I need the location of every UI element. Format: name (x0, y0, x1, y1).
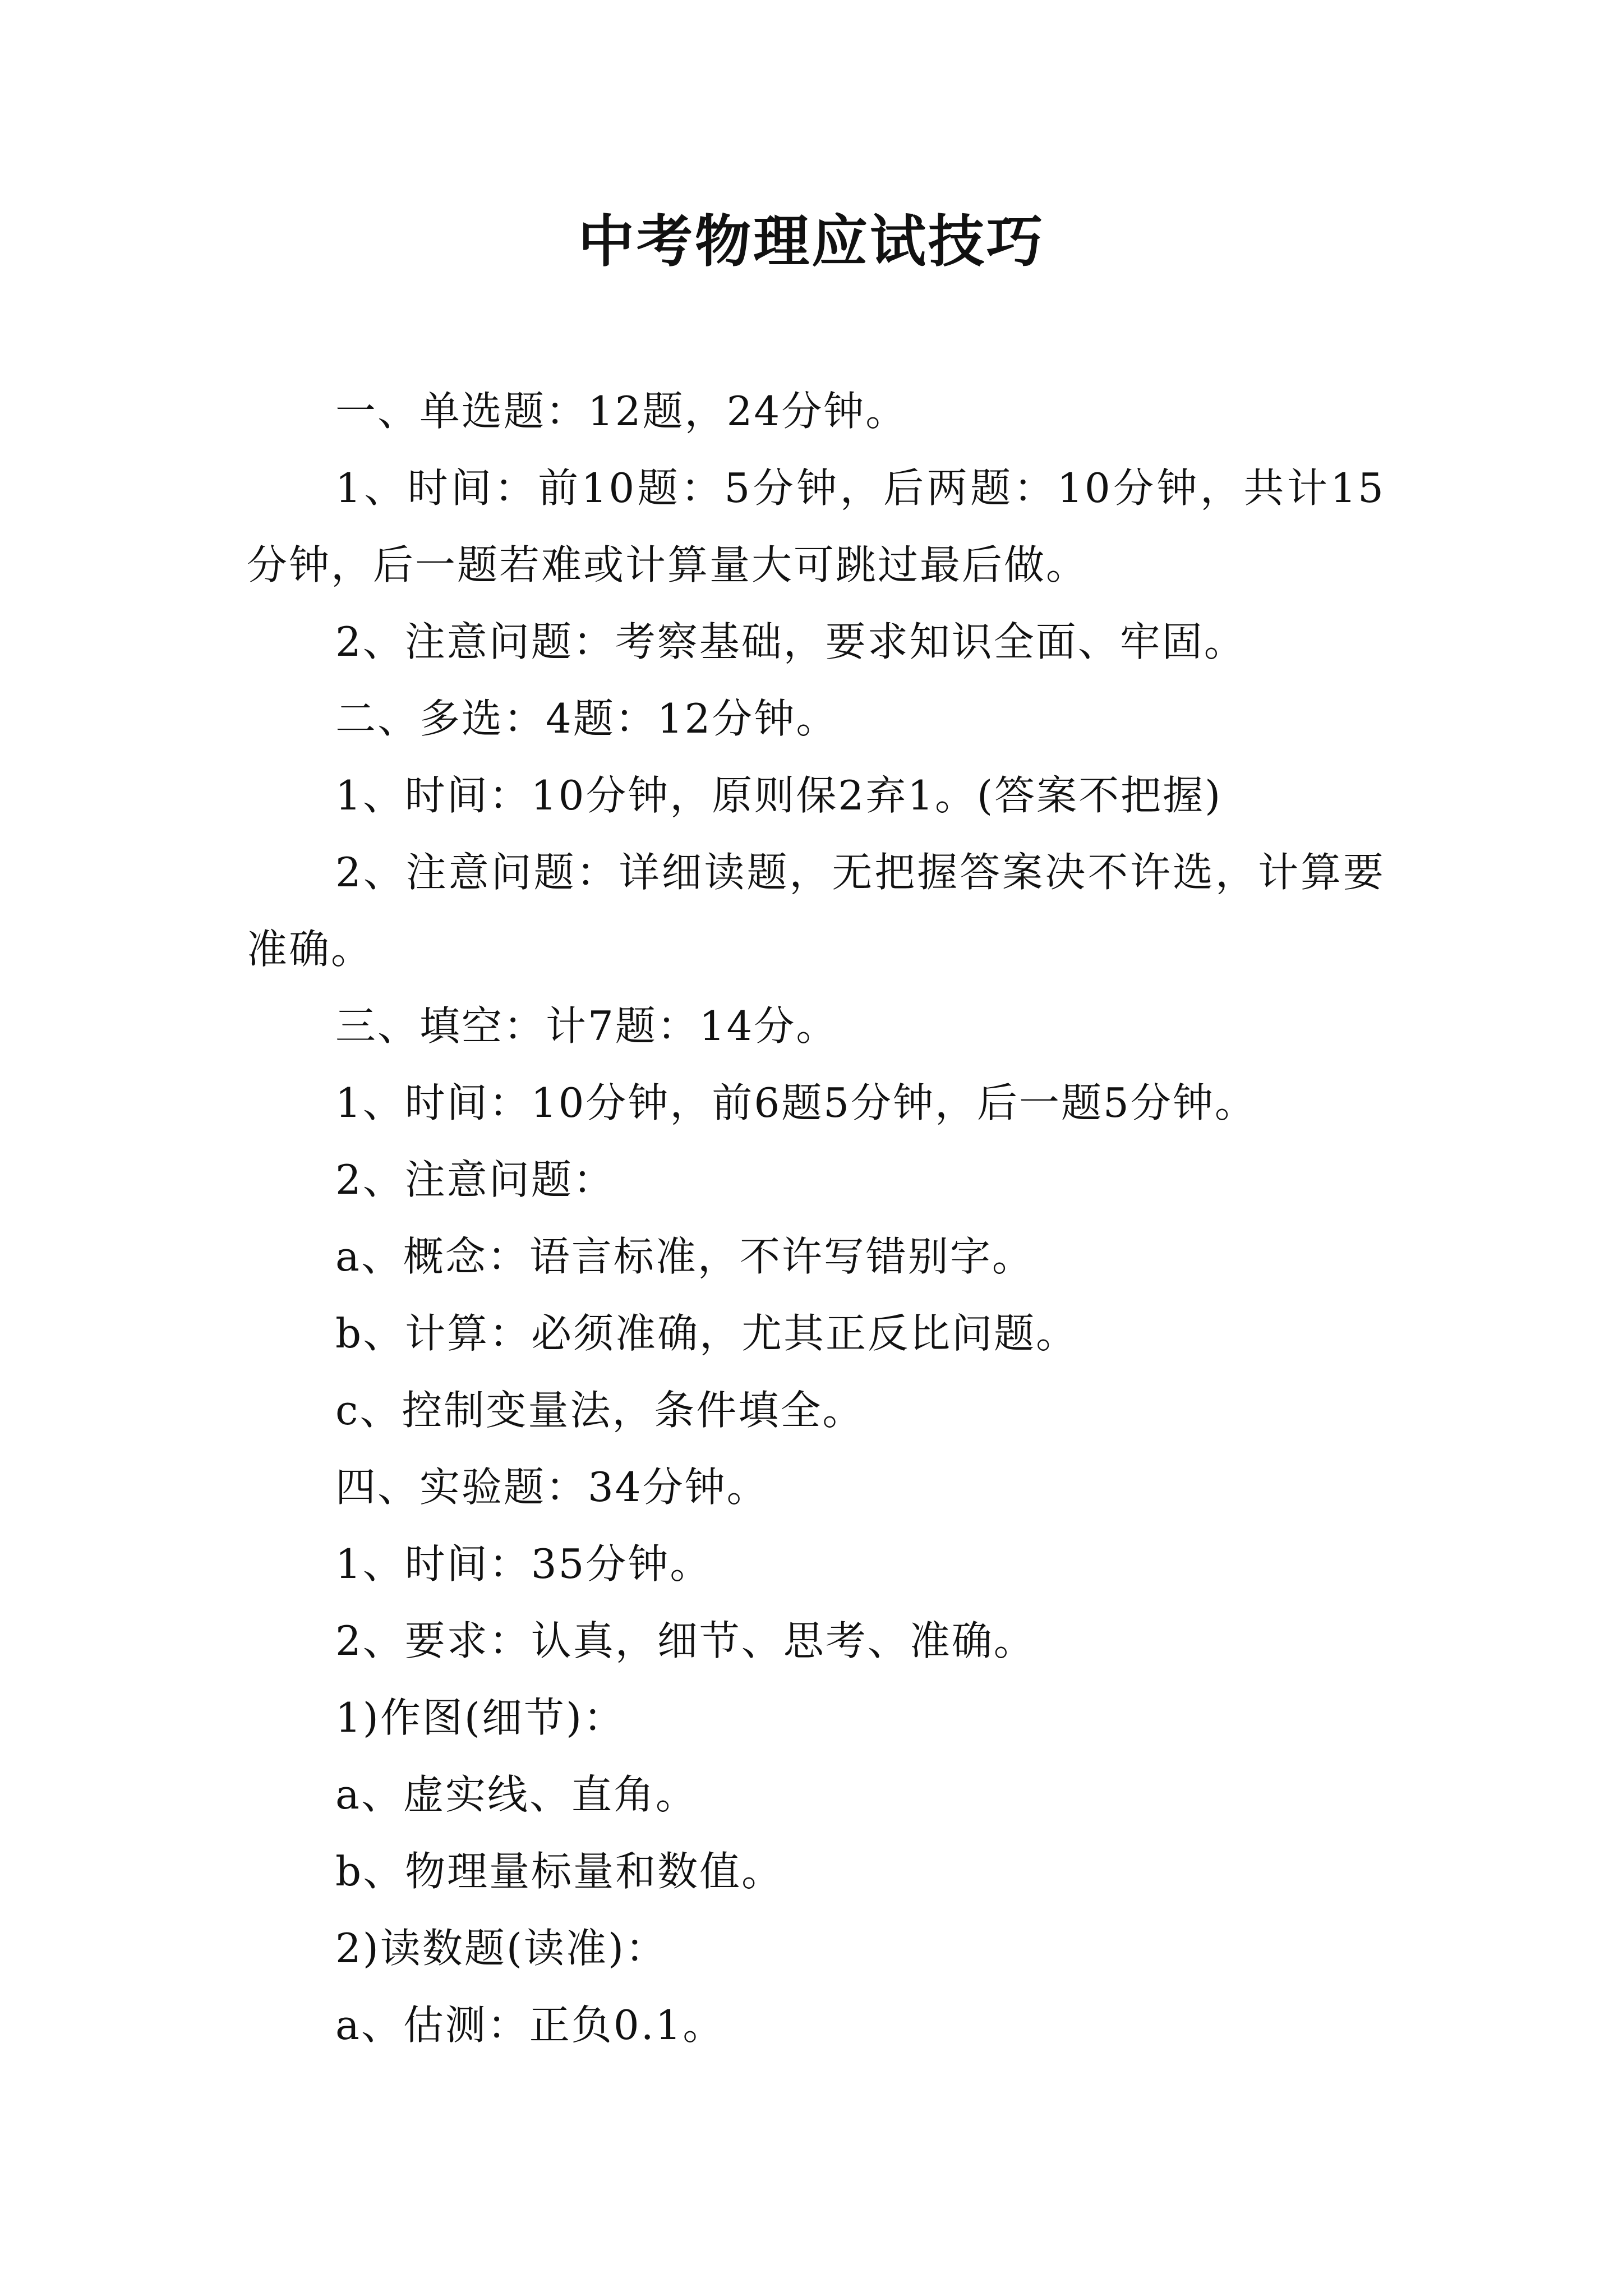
document-title: 中考物理应试技巧 (578, 208, 1045, 274)
paragraph: 1、时间：前10题：5分钟，后两题：10分钟，共计15分钟，后一题若难或计算量大可跳过最后做。 (247, 464, 1385, 588)
paragraph: 三、填空：计7题：14分。 (335, 1002, 838, 1050)
paragraph: b、物理量标量和数值。 (335, 1848, 784, 1895)
paragraph: 1)作图(细节)： (335, 1694, 626, 1741)
paragraph: 四、实验题：34分钟。 (335, 1464, 769, 1511)
paragraph: a、估测：正负0.1。 (335, 2001, 725, 2049)
paragraph: a、概念：语言标准，不许写错别字。 (335, 1233, 1034, 1280)
paragraph: 1、时间：10分钟，前6题5分钟，后一题5分钟。 (335, 1079, 1257, 1126)
paragraph: c、控制变量法，条件填全。 (335, 1387, 865, 1434)
paragraph: 2、要求：认真，细节、思考、准确。 (335, 1617, 1036, 1664)
paragraph: b、计算：必须准确，尤其正反比问题。 (335, 1310, 1078, 1357)
paragraph: 一、单选题：12题，24分钟。 (335, 388, 908, 435)
document-body (247, 373, 1385, 2064)
paragraph: 2、注意问题：详细读题，无把握答案决不许选，计算要准确。 (247, 849, 1385, 973)
paragraph: 1、时间：10分钟，原则保2弃1。(答案不把握) (335, 772, 1223, 819)
paragraph: a、虚实线、直角。 (335, 1771, 698, 1818)
paragraph: 1、时间：35分钟。 (335, 1540, 712, 1588)
paragraph: 2、注意问题： (335, 1156, 615, 1203)
paragraph: 2)读数题(读准)： (335, 1925, 668, 1972)
paragraph: 二、多选：4题：12分钟。 (335, 695, 838, 742)
paragraph: 2、注意问题：考察基础，要求知识全面、牢固。 (335, 618, 1246, 665)
